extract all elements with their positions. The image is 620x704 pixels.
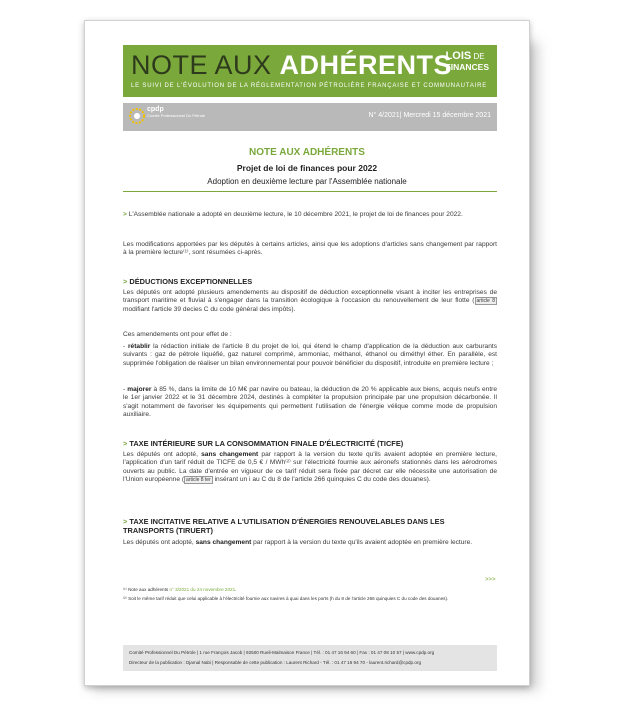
document-page [84,20,530,686]
issue-strip [123,103,497,131]
header-banner [123,45,497,97]
intro-paragraph-2: Les modifications apportées par les députés à certains articles, ainsi que les adoptions d'articles sans changement par rapport à la première lecture⁽¹⁾, sont résumées ci-après. [123,241,497,257]
banner-title: NOTE AUX ADHÉRENTS [131,50,453,80]
heading-rule [123,191,497,192]
arrow-icon: > [123,211,129,218]
logo-text: cpdp Comité Professionnel Du Pétrole [147,106,206,118]
footnote-1: ⁽¹⁾ Note aux adhérents n° 3/2021 du 24 novembre 2021. [123,587,237,592]
adoption-subtitle: Adoption en deuxième lecture par l'Assemblée nationale [207,177,407,186]
note-heading: NOTE AUX ADHÉRENTS [249,147,365,158]
footnote-2: ⁽²⁾ Soit le même tarif réduit que celui applicable à l'électricité fournie aux navires à quai dans les ports (h du 8 de l'article 266 quinquies C du code des douanes). [123,596,449,601]
footnote-link[interactable]: n° 3/2021 du 24 novembre 2021 [169,587,236,592]
deductions-bullet-1: - rétablir la rédaction initiale de l'article 8 du projet de loi, qui étend le champ d'application de la déduction aux carburants suivants : gaz de pétrole liquéfié, gaz naturel comprimé, ammoniac, méthanol, éthanol ou diméthyl éther. En parallèle, est supprimée l'obligation de réaliser un bilan environnemental pour pouvoir bénéficier du dispositif, introduite en première lecture ; [123,343,497,367]
deductions-bullet-2: - majorer à 85 %, dans la limite de 10 M€ par navire ou bateau, la déduction de 20 % applicable aux biens, acquis neufs entre le 1er janvier 2022 et le 31 décembre 2024, destinés à compléter la propulsion principale par une propulsion décarbonée. Il s'agit notamment de favoriser les équipements qui permettent l'utilisation de l'énergie vélique comme mode de propulsion auxiliaire. [123,386,498,419]
section-deductions-title: > DÉDUCTIONS EXCEPTIONNELLES [123,277,253,286]
footer-address: Comité Professionnel Du Pétrole | 1 rue François Jacob | 92500 Rueil-Malmaison France | Tél. : 01 47 16 94 60 | Fax : 01 47 08 10 57 | www.cpdp.org [129,650,435,655]
issue-date: N° 4/2021| Mercredi 15 décembre 2021 [368,112,491,119]
cpdp-logo-icon [129,107,145,125]
article-tag: article 8 ter [186,477,211,484]
footer-publication: Directeur de la publication : Djamal Nabi | Responsable de cette publication : Laurent Richard - Tél. : 01 47 16 94 70 - laurent.richard@cpdp.org [129,660,422,665]
deductions-paragraph: Les députés ont adopté plusieurs amendements au dispositif de déduction exceptionnelle visant à inciter les entreprises de transport maritime et fluvial à s'engager dans la transition écologique à l'occasion du renouvellement de leur flotte ( article 8 modifiant l'article 39 decies C du code général des impôts). [123,289,497,313]
page-footer [123,645,497,671]
tiruert-paragraph: Les députés ont adopté, sans changement par rapport à la version du texte qu'ils avaient adoptée en première lecture. [123,539,473,546]
section-ticfe-title: > TAXE INTÉRIEURE SUR LA CONSOMMATION FINALE D'ÉLECTRICITÉ (TICFE) [123,439,404,448]
project-title: Projet de loi de finances pour 2022 [236,163,378,173]
intro-paragraph-1: > L'Assemblée nationale a adopté en deuxième lecture, le 10 décembre 2021, le projet de loi de finances pour 2022. [123,211,463,218]
ticfe-paragraph: Les députés ont adopté, sans changement par rapport à la version du texte qu'ils avaient adoptée en première lecture, l'application d'un tarif réduit de TICFE de 0,5 € / MWh⁽²⁾ sur l'électricité fournie aux aéronefs stationnés dans les aérodromes ouverts au public. La date d'entrée en vigueur de ce tarif réduit sera fixée par décret car elle nécessite une autorisation de l'Union européenne ( article 8 ter insérant un i au C du 8 de l'article 266 quinquies C du code des douanes). [123,451,497,484]
continue-arrows: >>> [485,577,496,583]
banner-lois-de-finances: LOIS DE FINANCES [445,50,489,72]
lois-label: LOIS DE [445,50,485,62]
article-tag: article 8 [476,298,495,305]
banner-subtitle: LE SUIVI DE L'ÉVOLUTION DE LA RÉGLEMENTATION PÉTROLIÈRE FRANÇAISE ET COMMUNAUTAIRE [131,83,488,89]
deductions-effects-intro: Ces amendements ont pour effet de : [123,331,232,338]
section-tiruert-title: > TAXE INCITATIVE RELATIVE A L'UTILISATION D'ÉNERGIES RENOUVELABLES DANS LES TRANSPORTS (TIRUERT) [123,517,445,535]
